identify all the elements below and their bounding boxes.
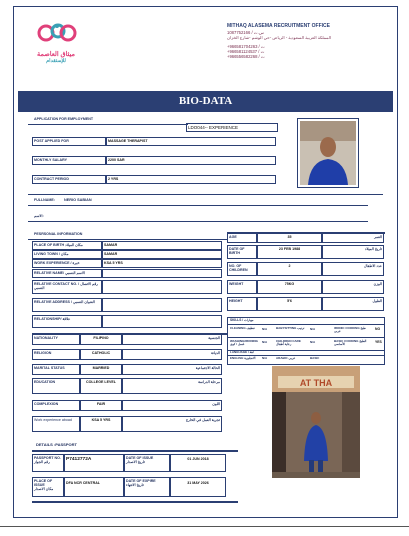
vital-arabic: العمر [322,233,384,243]
application-heading: APPLICATION FOR EMPLOYMENT [34,117,94,121]
vital-arabic: الطول [322,297,384,311]
personal-row-value: SAMAR [102,241,222,250]
office-phone-1: +966581704263 / ت [227,44,265,49]
detail-label: MARITAL STATUS [32,364,80,375]
personal-row-label: RELATIVE NAME/ الاسم النسبي [32,269,102,278]
detail-arabic: تجربة العمل في الخارج [122,416,222,432]
detail-arabic: الديانة [122,349,222,360]
skill-name: CLEANING تنظيف [230,326,255,330]
issue-place-value: DFA NCR CENTRAL [64,477,124,497]
detail-value: CATHOLIC [80,349,122,360]
skill-name: CHILDREN CARE رعاية أطفال [276,339,301,347]
detail-value: COLLEGE LEVEL [80,378,122,394]
personal-row-value [102,298,222,312]
issue-date-value: 01 JUN 2018 [170,454,226,472]
logo-mark-icon [31,21,81,47]
skill-value: N/A [262,340,268,344]
vital-value: 75KG [257,280,322,294]
office-phone-3: +966556582268 / ت [227,54,265,59]
reference-code: LDO044-- EXPERIENCE [188,125,239,130]
biodata-page [13,6,398,518]
vital-value: 23 FEB 1988 [257,245,322,259]
office-name: MITHAQ ALASEMA RECRUITMENT OFFICE [227,23,330,29]
logo-text: ميثاق العاصمة [37,51,75,58]
personal-heading: PESRSONAL INFORMATION [34,232,83,236]
personal-row-value [102,315,222,328]
detail-value: FILIPINO [80,334,122,345]
detail-arabic: اللون [122,400,222,411]
vital-value: 5'6 [257,297,322,311]
salary-label: MONTHLY SALARY [32,156,106,165]
applicant-photo-portrait [300,121,356,185]
post-label: POST APPLIED FOR [32,137,106,146]
vital-label: WEIGHT [227,280,257,294]
skill-name: BASIC COOKING الطبخ الأساسي [334,339,367,347]
fullname-arabic-label: الاسم: [34,214,44,218]
personal-row-label: WORK EXPERIENCE / خبرة [32,259,102,268]
applicant-photo-fullbody [272,366,360,478]
detail-label: COMPLEXION [32,400,80,411]
detail-arabic: الحالة الاجتماعية [122,364,222,375]
language-name: ARABIC عربي [276,356,296,360]
detail-value: KSA 5 YRS [80,416,122,432]
company-logo [31,21,81,64]
office-header [227,23,387,59]
personal-row-label: RELATIONSHIP/ علاقة [32,315,102,328]
skill-value: N/A [310,340,316,344]
vital-arabic: عدد الاطفال [322,262,384,276]
contract-value: 2 YRS [106,175,276,184]
post-value: MASSAGE THERAPIST [106,137,276,146]
personal-row-label: PLACE OF BIRTH مكان الميلاد [32,241,102,250]
skill-value: N/A [262,327,268,331]
language-name: BASIC [310,356,320,360]
personal-row-value: SAMAR [102,250,222,259]
skill-name: BABYSITTING ترتيب [276,326,305,330]
skill-name: WASHING/IRONING غسل / كوي [230,339,259,347]
page-title: BIO-DATA [178,95,233,107]
detail-label: RELIGION [32,349,80,360]
personal-row-label: LIVING TOWN / مكان [32,250,102,259]
skill-name: IRONIC COOKING طبخ عربي [334,326,366,334]
personal-row-value [102,280,222,294]
skill-value: NO [375,327,381,331]
expire-date-value: 31 MAY 2026 [170,477,226,497]
office-address: المملكة العربية السعودية - الرياض -حي الوشم -شارع الخزان [227,35,332,40]
skill-value: YES [375,340,382,344]
fullname-value: NERIO SABIAN [64,198,92,202]
passport-heading: DETAILS :PASSPORT [36,442,77,447]
issue-place-label: PLACE OF ISSUE مكان الاصدار [32,477,64,497]
expire-date-label: DATE OF EXPIRE تاريخ الانتهاء [124,477,170,497]
vital-label: DATE OF BIRTH [227,245,257,259]
vital-arabic: الوزن [322,280,384,294]
issue-date-label: DATE OF ISSUE تاريخ الاصدار [124,454,170,472]
detail-value: MARRIED [80,364,122,375]
language-heading: LANGUAGE / لغة [230,350,254,354]
skill-value: N/A [310,327,316,331]
vital-value: 2 [257,262,322,276]
logo-subtext: للإستقدام [46,57,66,64]
vital-label: HEIGHT [227,297,257,311]
svg-text:AT THA: AT THA [299,378,333,388]
contract-label: CONTRACT PERIOD [32,175,106,184]
passport-no-label: PASSPORT NO. رقم الجواز [32,454,64,472]
personal-row-label: RELATIVE CONTACT NO. / رقم الاتصال النسبي [32,280,102,294]
vital-label: AGE [227,233,257,243]
salary-value: 2200 SAR [106,156,276,165]
detail-arabic: الجنسية [122,334,222,345]
detail-label: EDUCATION [32,378,80,394]
detail-arabic: مرحلة الدراسة [122,378,222,394]
office-cr: س.ت / 1087752166 [227,30,265,35]
detail-label: NATIONALITY [32,334,80,345]
personal-row-value: KSA 5 YRS [102,259,222,268]
personal-row-value [102,269,222,278]
detail-value: FAIR [80,400,122,411]
vital-value: 35 [257,233,322,243]
skills-heading: SKILLS / مهارات [230,318,254,322]
vital-arabic: تاريخ الميلاد [322,245,384,259]
detail-label: Work experience aboad [32,416,80,432]
language-name: ENGLISH الانجليزية [230,356,256,360]
language-value: N/A [262,356,268,360]
vital-label: NO. OF CHILDREN [227,262,257,276]
office-phone-2: +966581124537 / ت [227,49,265,54]
passport-no-value: P7412772A [64,454,124,472]
footer-rule [0,526,409,527]
personal-row-label: RELATIVE ADDRESS / العنوان النسبي [32,298,102,312]
fullname-label: FULLNAME: [34,198,55,202]
